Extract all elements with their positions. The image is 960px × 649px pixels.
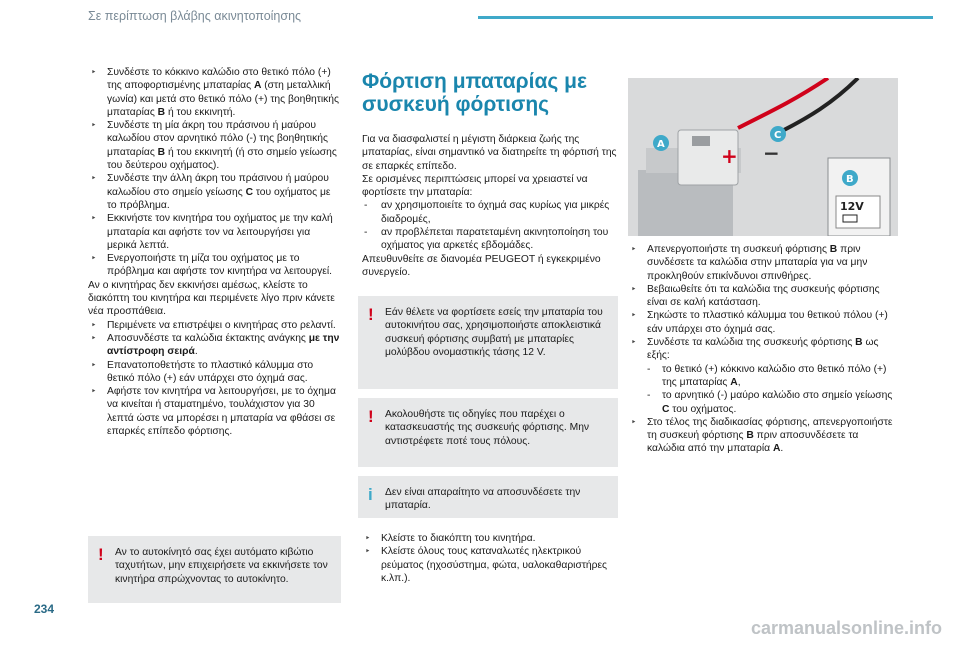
warning-box <box>358 398 618 467</box>
warning-box <box>88 536 341 603</box>
warning-text: Αν το αυτοκίνητό σας έχει αυτόματο κιβώτιο ταχυτήτων, μην επιχειρήσετε να εκκινήσετε τον κινητήρα σπρώχνοντας το αυτοκίνητο. <box>115 547 328 585</box>
paragraph: Αν ο κινητήρας δεν εκκινήσει αμέσως, κλείστε το διακόπτη του κινητήρα και περιμένετε λίγο πριν κάνετε νέα προσπάθεια. <box>88 279 335 318</box>
plus-symbol: + <box>721 144 738 168</box>
warning-text: Ακολουθήστε τις οδηγίες που παρέχει ο κατασκευαστής της συσκευής φόρτισης. Μην αντιστρέφετε ποτέ τους πόλους. <box>385 409 590 447</box>
middle-column <box>362 70 617 279</box>
list-item: ‣ Σηκώστε το πλαστικό κάλυμμα του θετικού πόλου (+) εάν υπάρχει στο όχημά σας. <box>628 309 898 336</box>
list-item: ‣ Απενεργοποιήστε τη συσκευή φόρτισης B πριν συνδέσετε τα καλώδια στην μπαταρία για να μην προκληθούν επικίνδυνοι σπινθήρες. <box>628 243 898 283</box>
warning-icon: ! <box>368 407 374 426</box>
list-item: ‣ Ενεργοποιήστε τη μίζα του οχήματος με το πρόβλημα και αφήστε τον κινητήρα να λειτουργεί. <box>88 252 341 279</box>
label-a-marker: A <box>657 139 665 150</box>
info-box <box>358 476 618 518</box>
watermark: carmanualsonline.info <box>750 618 942 638</box>
warning-icon: ! <box>368 305 374 324</box>
list-item: - αν χρησιμοποιείτε το όχημά σας κυρίως για μικρές διαδρομές, <box>362 199 617 226</box>
list-item: ‣ Συνδέστε την άλλη άκρη του πράσινου ή μαύρου καλωδίου στο σημείο γείωσης C του οχήματος με το πρόβλημα. <box>88 172 341 212</box>
list-item: ‣ Συνδέστε τη μία άκρη του πράσινου ή μαύρου καλωδίου στον αρνητικό πόλο (-) της βοηθητικής μπαταρίας B ή του εκκινητή (ή στο σημείο γείωσης του δεύτερου οχήματος). <box>88 119 341 172</box>
right-column <box>628 243 898 456</box>
section-header: Σε περίπτωση βλάβης ακινητοποίησης <box>88 9 302 23</box>
list-item: ‣ Βεβαιωθείτε ότι τα καλώδια της συσκευής φόρτισης είναι σε καλή κατάσταση. <box>628 283 898 310</box>
paragraph: Απευθυνθείτε σε διανομέα PEUGEOT ή εγκεκριμένο συνεργείο. <box>362 253 601 278</box>
list-item: - αν προβλέπεται παρατεταμένη ακινητοποίηση του οχήματος για αρκετές εβδομάδες. <box>362 226 617 253</box>
label-b-marker: B <box>846 174 854 185</box>
middle-column-list <box>362 532 617 585</box>
sub-list-item: - το αρνητικό (-) μαύρο καλώδιο στο σημείο γείωσης C του οχήματος. <box>628 389 898 416</box>
list-item: ‣ Κλείστε όλους τους καταναλωτές ηλεκτρικού ρεύματος (ηχοσύστημα, φώτα, υαλοκαθαριστήρες κ.λπ.). <box>362 545 617 585</box>
warning-box <box>358 296 618 389</box>
list-item: ‣ Αποσυνδέστε τα καλώδια έκτακτης ανάγκης με την αντίστροφη σειρά. <box>88 332 341 359</box>
list-item: ‣ Συνδέστε τα καλώδια της συσκευής φόρτισης B ως εξής: <box>628 336 898 363</box>
paragraph: Σε ορισμένες περιπτώσεις μπορεί να χρειαστεί να φορτίσετε την μπαταρία: <box>362 173 588 199</box>
list-item: ‣ Στο τέλος της διαδικασίας φόρτισης, απενεργοποιήστε τη συσκευή φόρτισης B πριν αποσυνδέσετε τα καλώδια από την μπαταρία A. <box>628 416 898 456</box>
list-item: ‣ Επανατοποθετήστε το πλαστικό κάλυμμα στο θετικό πόλο (+) εάν υπάρχει στο όχημά σας. <box>88 359 341 386</box>
page-number: 234 <box>34 602 55 616</box>
paragraph: Για να διασφαλιστεί η μέγιστη διάρκεια ζωής της μπαταρίας, είναι σημαντικό να διατηρείτε τη φόρτισή της σε επαρκές επίπεδο. <box>362 134 617 172</box>
left-column <box>88 66 341 438</box>
list-item: ‣ Κλείστε το διακόπτη του κινητήρα. <box>362 532 617 545</box>
list-item: ‣ Συνδέστε το κόκκινο καλώδιο στο θετικό πόλο (+) της αποφορτισμένης μπαταρίας A (στη μεταλλική γωνία) και μετά στο θετικό πόλο (+) της βοηθητικής μπαταρίας B ή του εκκινητή. <box>88 66 341 119</box>
warning-text: Εάν θέλετε να φορτίσετε εσείς την μπαταρία του αυτοκινήτου σας, χρησιμοποιήστε αποκλειστικά συσκευή φόρτισης συμβατή με μπαταρίες μολύβδου ονομαστικής τάσης 12 V. <box>385 307 603 358</box>
voltage-label: 12V <box>840 200 864 213</box>
sub-list-item: - το θετικό (+) κόκκινο καλώδιο στο θετικό πόλο (+) της μπαταρίας A, <box>628 363 898 390</box>
warning-icon: ! <box>98 545 104 564</box>
info-text: Δεν είναι απαραίτητο να αποσυνδέσετε την μπαταρία. <box>385 487 581 512</box>
battery-charger-illustration <box>628 78 898 236</box>
list-item: ‣ Εκκινήστε τον κινητήρα του οχήματος με την καλή μπαταρία και αφήστε τον να λειτουργήσει για μερικά λεπτά. <box>88 212 341 252</box>
header-accent-bar <box>478 16 933 19</box>
page-title: Φόρτιση μπαταρίας με συσκευή φόρτισης <box>362 70 587 116</box>
list-item: ‣ Περιμένετε να επιστρέψει ο κινητήρας στο ρελαντί. <box>88 319 341 332</box>
minus-symbol: − <box>763 141 780 165</box>
list-item: ‣ Αφήστε τον κινητήρα να λειτουργήσει, με το όχημα να κινείται ή σταματημένο, τουλάχιστον για 30 λεπτά ώστε να μπορέσει η μπαταρία να φθάσει σε επαρκές επίπεδο φόρτισης. <box>88 385 341 438</box>
label-c-marker: C <box>774 130 782 141</box>
info-icon: i <box>368 485 373 504</box>
